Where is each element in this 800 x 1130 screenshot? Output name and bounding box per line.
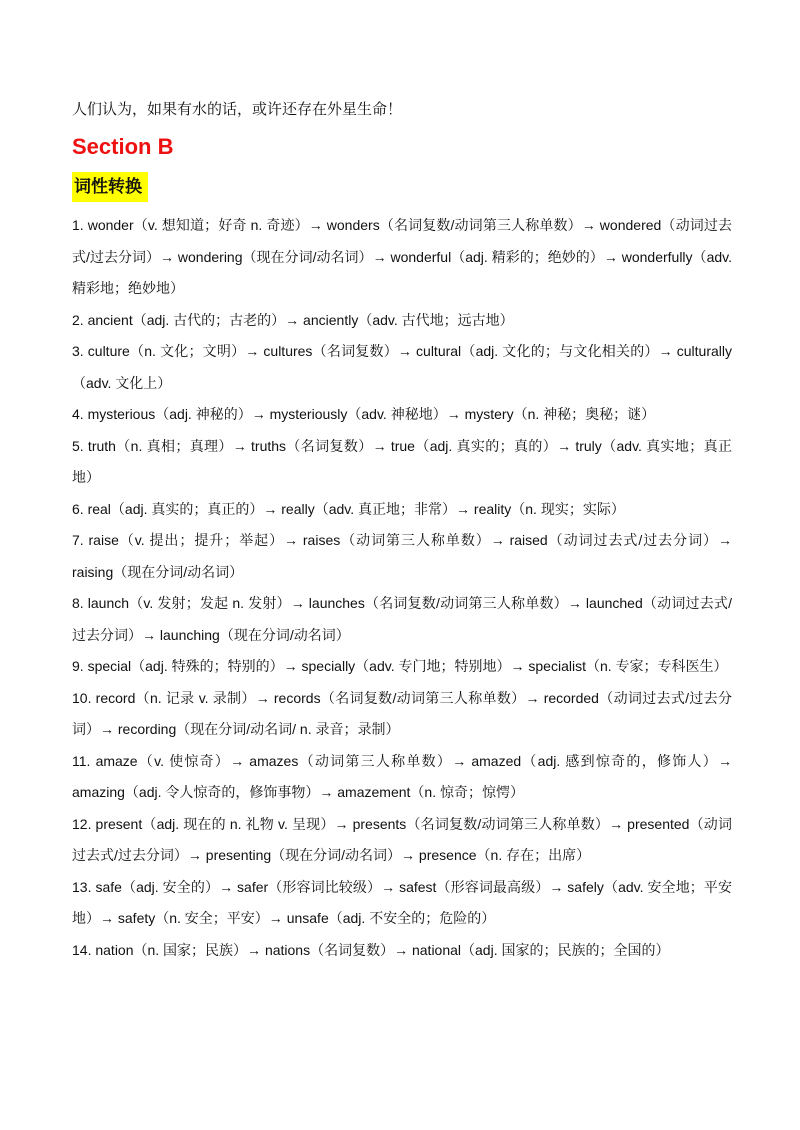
- vocabulary-entry: 4. mysterious（adj. 神秘的）→ mysteriously（adv. 神秘地）→ mystery（n. 神秘；奥秘；谜）: [72, 406, 656, 422]
- section-title: Section B: [72, 134, 174, 159]
- vocabulary-entry: 7. raise（v. 提出；提升；举起）→ raises（动词第三人称单数）→ raised（动词过去式/过去分词）→ raising（现在分词/动名词）: [72, 532, 732, 580]
- vocabulary-entry: 5. truth（n. 真相；真理）→ truths（名词复数）→ true（adj. 真实的；真的）→ truly（adv. 真实地；真正地）: [72, 437, 732, 485]
- vocabulary-entry: 8. launch（v. 发射；发起 n. 发射）→ launches（名词复数/动词第三人称单数）→ launched（动词过去式/过去分词）→ launching（现在分词/动名词）: [72, 595, 732, 643]
- vocabulary-entry: 10. record（n. 记录 v. 录制）→ records（名词复数/动词第三人称单数）→ recorded（动词过去式/过去分词）→ recording（现在分词/动名词/ n. 录音；录制）: [72, 689, 732, 737]
- vocabulary-entry: 1. wonder（v. 想知道；好奇 n. 奇迹）→ wonders（名词复数/动词第三人称单数）→ wondered（动词过去式/过去分词）→ wondering（现在分词/动名词）→ wonderful（adj. 精彩的；绝妙的）→ wonderfully（adv. 精彩地；绝妙地）: [72, 217, 732, 296]
- vocabulary-entry: 14. nation（n. 国家；民族）→ nations（名词复数）→ national（adj. 国家的；民族的；全国的）: [72, 941, 670, 958]
- vocabulary-entry: 11. amaze（v. 使惊奇）→ amazes（动词第三人称单数）→ amazed（adj. 感到惊奇的，修饰人）→ amazing（adj. 令人惊奇的，修饰事物）→ amazement（n. 惊奇；惊愕）: [72, 752, 732, 800]
- vocabulary-entry: 13. safe（adj. 安全的）→ safer（形容词比较级）→ safest（形容词最高级）→ safely（adv. 安全地；平安地）→ safety（n. 安全；平安）→ unsafe（adj. 不安全的；危险的）: [72, 878, 732, 926]
- vocabulary-entry: 12. present（adj. 现在的 n. 礼物 v. 呈现）→ presents（名词复数/动词第三人称单数）→ presented（动词过去式/过去分词）→ presenting（现在分词/动名词）→ presence（n. 存在；出席）: [72, 815, 732, 863]
- vocabulary-entry: 2. ancient（adj. 古代的；古老的）→ anciently（adv. 古代地；远古地）: [72, 311, 514, 328]
- word-conversion-heading: 词性转换: [72, 172, 148, 202]
- vocabulary-entry: 9. special（adj. 特殊的；特别的）→ specially（adv. 专门地；特别地）→ specialist（n. 专家；专科医生）: [72, 658, 728, 674]
- document-page: [72, 98, 732, 966]
- intro-sentence: 人们认为，如果有水的话，或许还存在外星生命！: [72, 101, 403, 118]
- vocabulary-list: [72, 210, 732, 966]
- vocabulary-entry: 3. culture（n. 文化；文明）→ cultures（名词复数）→ cultural（adj. 文化的；与文化相关的）→ culturally（adv. 文化上）: [72, 343, 732, 391]
- vocabulary-entry: 6. real（adj. 真实的；真正的）→ really（adv. 真正地；非常）→ reality（n. 现实；实际）: [72, 500, 625, 517]
